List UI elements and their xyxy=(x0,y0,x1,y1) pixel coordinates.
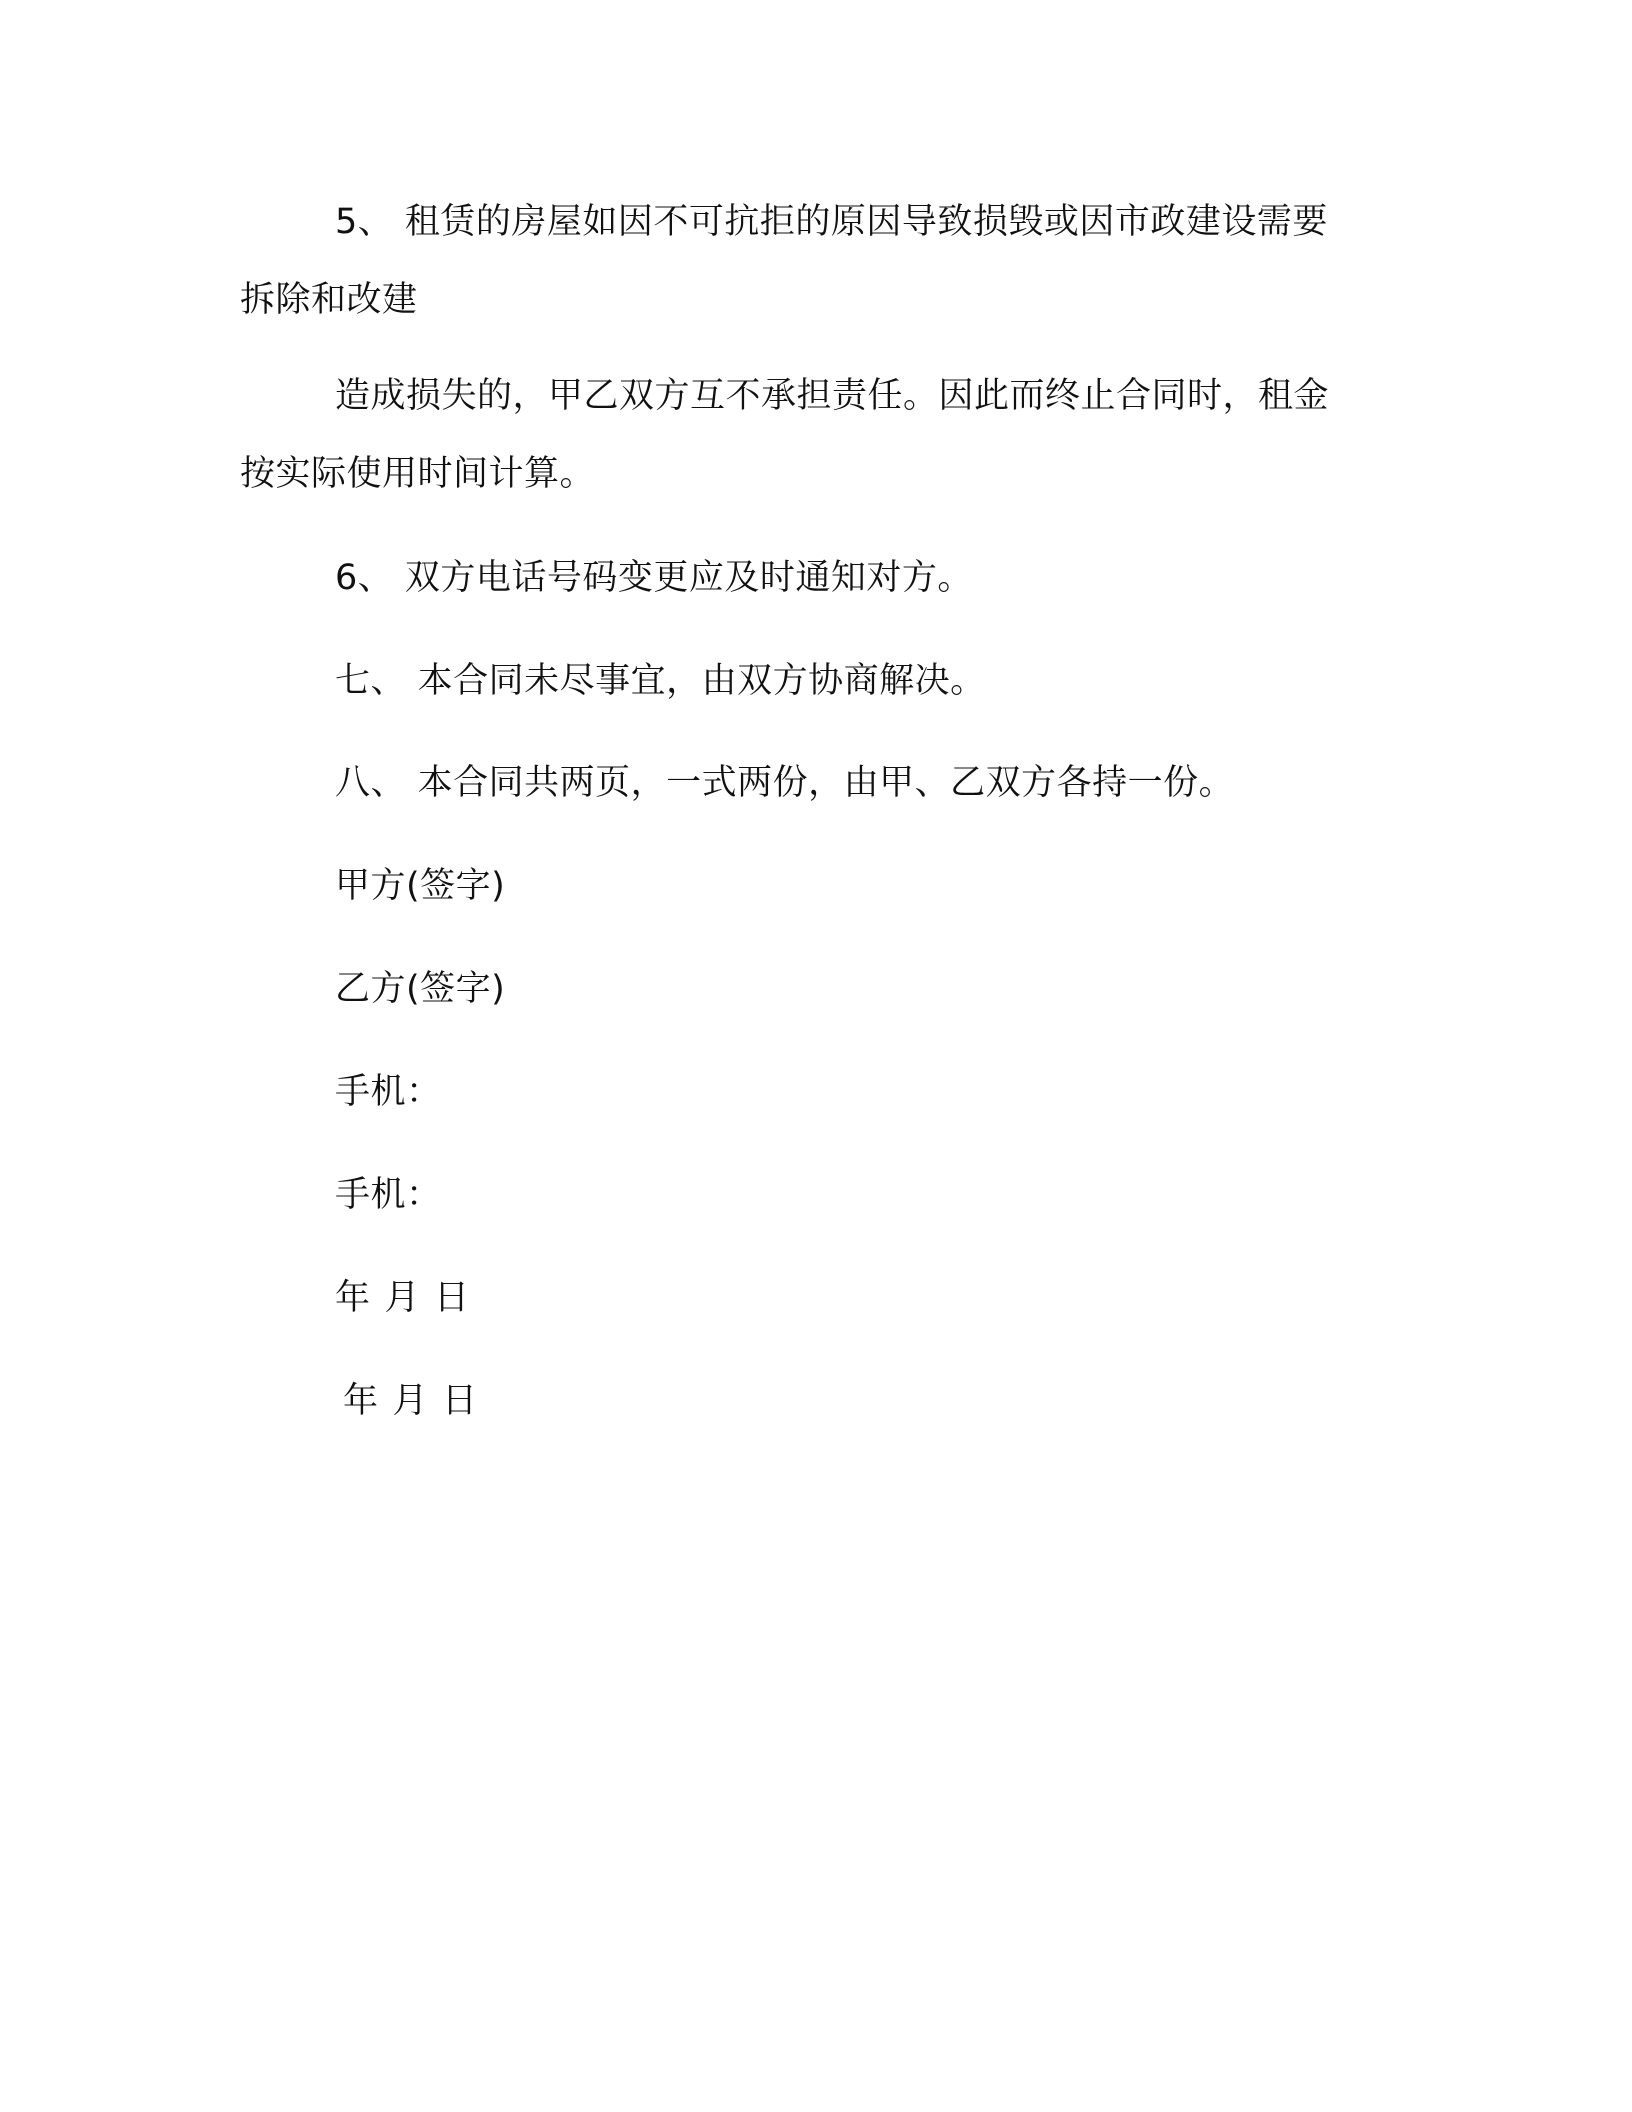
party-a-signature: 甲方(签字) xyxy=(335,866,506,906)
party-b-phone: 手机： xyxy=(335,1175,442,1215)
party-b-date-month: 月 xyxy=(392,1381,429,1421)
party-b-signature: 乙方(签字) xyxy=(335,969,506,1009)
party-b-date-day: 日 xyxy=(442,1381,478,1421)
party-b-date xyxy=(343,1376,478,1426)
party-a-date-day: 日 xyxy=(434,1278,470,1318)
party-b-date-year: 年 xyxy=(343,1381,379,1421)
clause-5-line-2: 拆除和改建 xyxy=(240,280,418,320)
clause-5-continued xyxy=(240,357,1380,513)
party-a-date xyxy=(335,1273,470,1323)
clause-5-continued-line-1: 造成损失的，甲乙双方互不承担责任。因此而终止合同时，租金 xyxy=(335,376,1330,416)
clause-6: 6、 双方电话号码变更应及时通知对方。 xyxy=(335,558,973,598)
clause-5 xyxy=(240,183,1380,339)
clause-5-continued-line-2: 按实际使用时间计算。 xyxy=(240,454,596,494)
party-a-phone: 手机： xyxy=(335,1072,442,1112)
clause-7: 七、 本合同未尽事宜，由双方协商解决。 xyxy=(335,661,986,701)
clause-5-line-1: 5、 租赁的房屋如因不可抗拒的原因导致损毁或因市政建设需要 xyxy=(335,202,1328,242)
party-a-date-year: 年 xyxy=(335,1278,371,1318)
clause-8: 八、 本合同共两页，一式两份，由甲、乙双方各持一份。 xyxy=(335,763,1235,803)
party-a-date-month: 月 xyxy=(384,1278,421,1318)
